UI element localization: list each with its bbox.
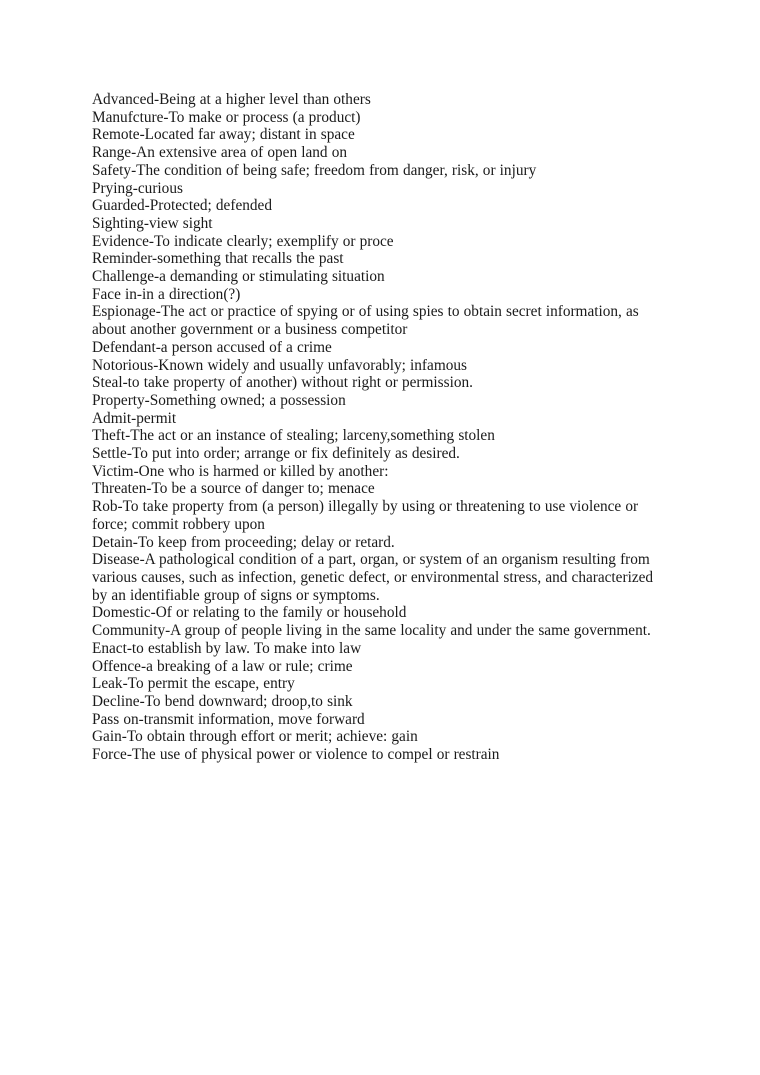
vocabulary-entry: Safety-The condition of being safe; freedom from danger, risk, or injury: [92, 161, 537, 179]
vocabulary-entry: Remote-Located far away; distant in space: [92, 126, 355, 144]
vocabulary-entry: Face in-in a direction(?): [92, 285, 241, 303]
vocabulary-entry: Enact-to establish by law. To make into law: [92, 639, 362, 657]
vocabulary-entry: Advanced-Being at a higher level than others: [92, 91, 371, 108]
vocabulary-entry: Detain-To keep from proceeding; delay or retard.: [92, 533, 395, 551]
vocabulary-entry: Evidence-To indicate clearly; exemplify or proce: [92, 232, 394, 250]
vocabulary-entry: Guarded-Protected; defended: [92, 197, 272, 215]
vocabulary-entry: Reminder-something that recalls the past: [92, 250, 344, 268]
vocabulary-entry: Pass on-transmit information, move forward: [92, 710, 365, 728]
vocabulary-list: [92, 91, 668, 764]
vocabulary-entry: Leak-To permit the escape, entry: [92, 675, 295, 693]
vocabulary-entry: Settle-To put into order; arrange or fix definitely as desired.: [92, 445, 460, 463]
vocabulary-entry: Force-The use of physical power or violence to compel or restrain: [92, 746, 500, 764]
vocabulary-entry: Admit-permit: [92, 409, 177, 427]
vocabulary-entry: Sighting-view sight: [92, 214, 213, 232]
vocabulary-entry: Offence-a breaking of a law or rule; crime: [92, 657, 353, 675]
vocabulary-entry: Threaten-To be a source of danger to; menace: [92, 480, 375, 498]
vocabulary-entry: Notorious-Known widely and usually unfavorably; infamous: [92, 356, 467, 374]
vocabulary-entry: Defendant-a person accused of a crime: [92, 338, 332, 356]
vocabulary-entry: Domestic-Of or relating to the family or household: [92, 604, 407, 622]
vocabulary-entry: Gain-To obtain through effort or merit; achieve: gain: [92, 728, 418, 746]
vocabulary-entry: Challenge-a demanding or stimulating situation: [92, 268, 385, 286]
vocabulary-entry: Manufcture-To make or process (a product): [92, 108, 361, 126]
vocabulary-entry: Disease-A pathological condition of a part, organ, or system of an organism resulting from various causes, such as infection, genetic defect, or environmental stress, and characterized by an identifiable group of signs or symptoms.: [92, 551, 654, 604]
vocabulary-entry: Decline-To bend downward; droop,to sink: [92, 692, 353, 710]
vocabulary-entry: Theft-The act or an instance of stealing; larceny,something stolen: [92, 427, 495, 445]
vocabulary-entry: Property-Something owned; a possession: [92, 391, 346, 409]
vocabulary-entry: Rob-To take property from (a person) illegally by using or threatening to use violence or force; commit robbery upon: [92, 498, 639, 533]
vocabulary-entry: Victim-One who is harmed or killed by another:: [92, 462, 389, 480]
vocabulary-entry: Community-A group of people living in the same locality and under the same government.: [92, 622, 651, 640]
vocabulary-entry: Steal-to take property of another) without right or permission.: [92, 374, 473, 392]
vocabulary-entry: Prying-curious: [92, 179, 183, 197]
vocabulary-entry: Range-An extensive area of open land on: [92, 144, 347, 162]
vocabulary-entry: Espionage-The act or practice of spying or of using spies to obtain secret information, as about another government or a business competitor: [92, 303, 639, 339]
